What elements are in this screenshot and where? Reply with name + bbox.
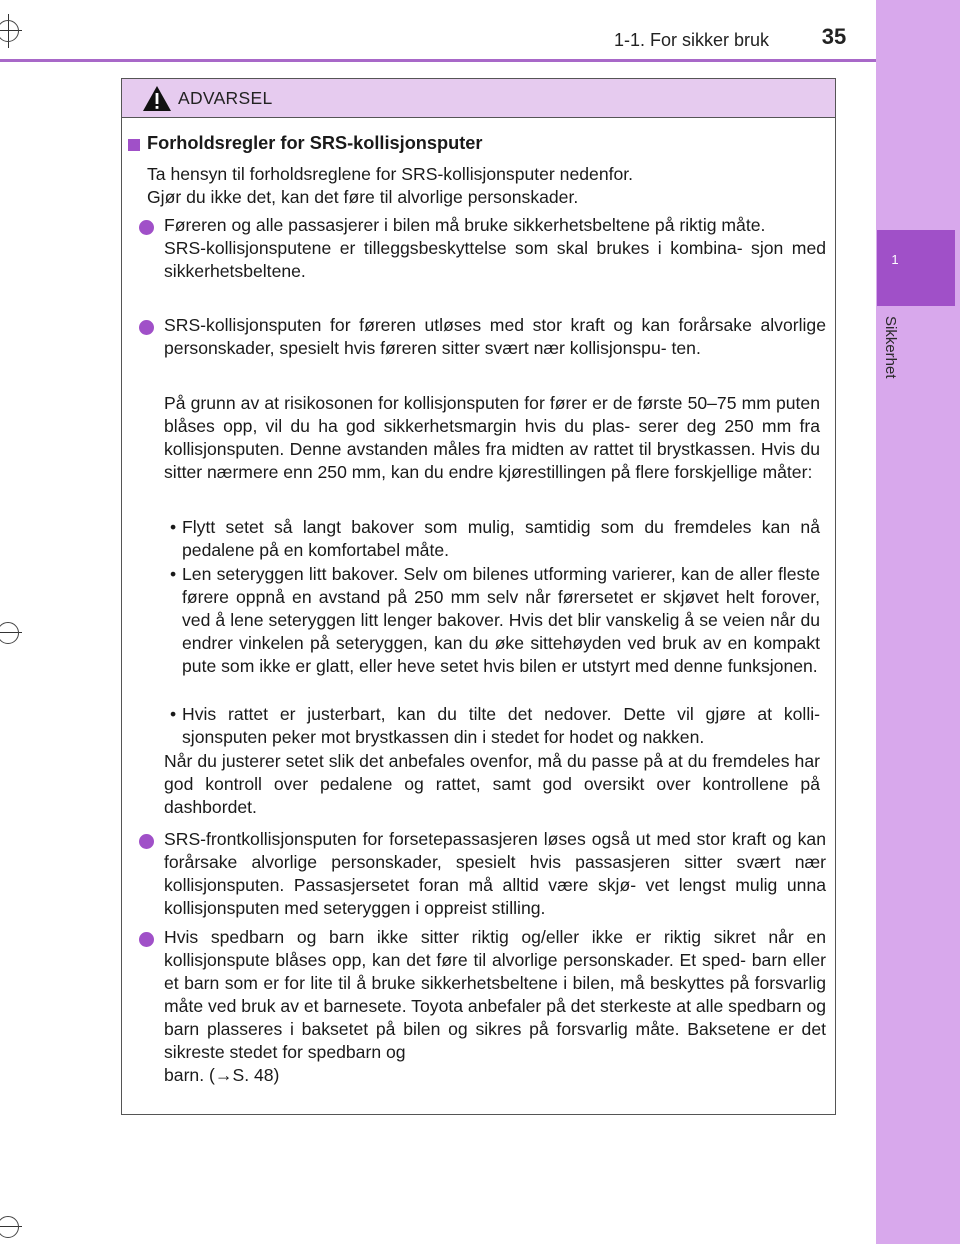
page-ref-arrow-icon: → (214, 1065, 233, 1085)
heading-square-icon (128, 139, 140, 151)
list-item: Len seteryggen litt bakover. Selv om bilenes utforming varierer, kan de aller fleste førere oppnå en avstand på 250 mm selv når førersetet er skjøvet helt forover, ved å lene seteryggen litt lenger bakover. Hvis det blir vanskelig å se veien når du endrer vinkelen på seteryggen, kan du øke sittehøyden ved bruk av en kompakt pute som ikke er glatt, eller heve setet hvis bilen er utstyrt med denne funksjonen. (182, 564, 821, 676)
list-item: Hvis rattet er justerbart, kan du tilte det nedover. Dette vil gjøre at kolli- sjonsputen peker mot brystkassen din i stedet for hodet og nakken. (182, 704, 820, 747)
chapter-label: Sikkerhet (882, 316, 899, 379)
side-strip (876, 0, 960, 1244)
bullet-marker: • (170, 564, 177, 584)
list-item: Føreren og alle passasjerer i bilen må bruke sikkerhetsbeltene på riktig måte. SRS-kollisjonsputene er tilleggsbeskyttelse som skal brukes i kombina- sjon med sikkerhetsbeltene. (164, 215, 827, 281)
list-item: Flytt setet så langt bakover som mulig, samtidig som du fremdeles kan nå pedalene på en komfortabel måte. (182, 517, 820, 560)
bullet-dot-icon (139, 220, 154, 235)
intro-text: Ta hensyn til forholdsreglene for SRS-kollisjonsputer nedenfor. Gjør du ikke det, kan det føre til alvorlige personskader. (147, 164, 634, 207)
chapter-tab[interactable] (877, 230, 955, 306)
section-title: 1-1. For sikker bruk (613, 30, 769, 50)
warning-title: ADVARSEL (178, 88, 273, 108)
bullet-dot-icon (139, 320, 154, 335)
bullet-dot-icon (139, 932, 154, 947)
warning-heading: Forholdsregler for SRS-kollisjonsputer (147, 133, 483, 153)
list-item: SRS-frontkollisjonsputen for forsetepassasjeren løses også ut med stor kraft og kan forårsake alvorlige personskader, spesielt hvis passasjeren sitter svært nær kollisjonsputen. Passasjersetet foran må alltid være skjø- vet lengst mulig unna kollisjonsputen med seteryggen i oppreist stilling. (164, 829, 827, 918)
distance-paragraph: På grunn av at risikosonen for kollisjonsputen for fører er de første 50–75 mm puten blåses opp, vil du ha god sikkerhetsmargin hvis du plas- serer deg 250 mm fra kollisjonsputen. Denne avstanden måles fra midten av rattet til brystkassen. Hvis du sitter nærmere enn 250 mm, kan du endre kjørestillingen på flere forskjellige måter: (164, 393, 821, 482)
page-reference-link[interactable]: S. 48) (232, 1065, 280, 1085)
adjust-paragraph: Når du justerer setet slik det anbefales ovenfor, må du passe på at du fremdeles har god kontroll over pedalene og rattet, samt god oversikt over kontrollene på dashbordet. (164, 751, 820, 817)
header-rule (0, 59, 876, 62)
warning-triangle-icon (142, 85, 172, 112)
page-number: 35 (821, 24, 847, 49)
warning-header (122, 79, 835, 118)
list-item: SRS-kollisjonsputen for føreren utløses med stor kraft og kan forårsake alvorlige personskader, spesielt hvis føreren sitter svært nær kollisjonspu- ten. (164, 315, 826, 358)
list-item: Hvis spedbarn og barn ikke sitter riktig og/eller ikke er riktig sikret når en kollisjonspute blåses opp, kan det føre til alvorlige personskader. Et sped- barn eller et barn som er for lite til å bruke sikkerhetsbeltene i bilen, må beskyttes på forsvarlig måte ved bruk av et barnesete. Toyota anbefaler på det sterkeste at alle spedbarn og barn plasseres i baksetet på bilen og sikres på forsvarlig måte. Baksetene er det sikreste stedet for spedbarn og barn. (→S. 48) (164, 927, 827, 1085)
bullet-marker: • (170, 517, 177, 537)
bullet-dot-icon (139, 834, 154, 849)
chapter-number: 1 (891, 252, 899, 267)
bullet-marker: • (170, 704, 177, 724)
